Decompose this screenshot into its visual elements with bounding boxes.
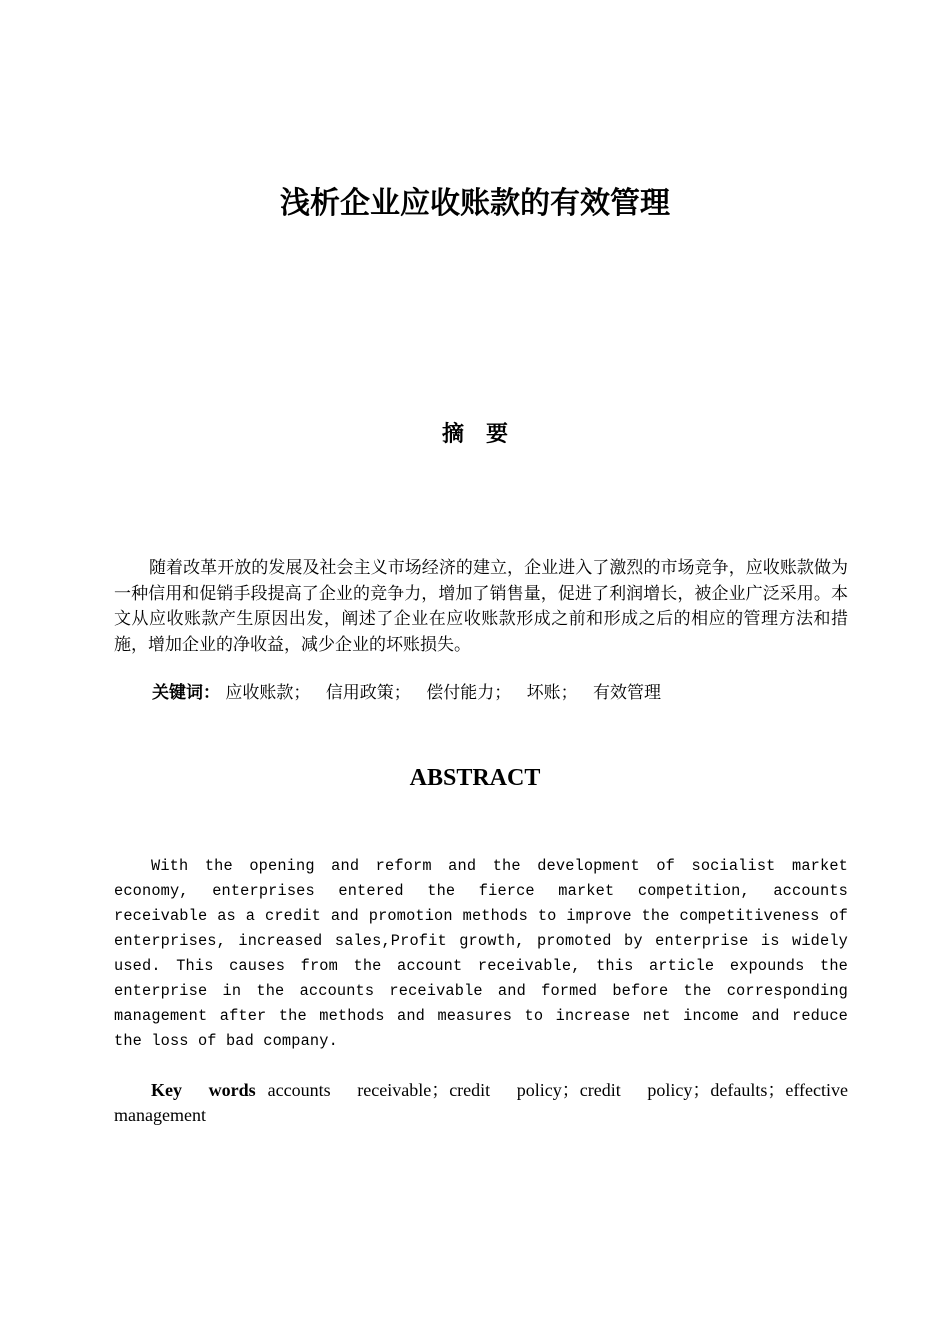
- cn-abstract-body: 随着改革开放的发展及社会主义市场经济的建立，企业进入了激烈的市场竞争，应收账款做为一种信用和促销手段提高了企业的竞争力，增加了销售量，促进了利润增长，被企业广泛采用。本文从应收账款产生原因出发，阐述了企业在应收账款形成之前和形成之后的相应的管理方法和措施，增加企业的净收益，减少企业的坏账损失。: [114, 558, 848, 655]
- paper-title: 浅析企业应收账款的有效管理: [280, 186, 670, 221]
- cn-keyword: 应收账款；: [225, 683, 311, 703]
- cn-keyword: 信用政策；: [325, 683, 411, 703]
- cn-abstract-heading: 摘要: [441, 422, 530, 447]
- en-abstract-heading: ABSTRACT: [409, 765, 541, 791]
- cn-keyword: 坏账；: [526, 683, 578, 703]
- cn-keywords-label: 关键词：: [152, 683, 220, 703]
- cn-keyword: 偿付能力；: [426, 683, 512, 703]
- en-keywords: [114, 1078, 848, 1128]
- cn-keyword: 有效管理: [593, 683, 662, 703]
- en-abstract-body: With the opening and reform and the development of socialist market economy, enterprises entered the fierce market competition, accounts receivable as a credit and promotion methods to improve the competitiveness of enterprises, increased sales,Profit growth, promoted by enterprise is widely used. This causes from the account receivable, this article expounds the enterprise in the accounts receivable and formed before the corresponding management after the methods and measures to increase net income and reduce the loss of bad company.: [114, 857, 848, 1050]
- en-keywords-text: accounts receivable；credit policy；credit policy；defaults；effective management: [114, 1080, 848, 1125]
- en-keywords-label: Key words: [151, 1080, 256, 1100]
- cn-keywords: [152, 680, 671, 706]
